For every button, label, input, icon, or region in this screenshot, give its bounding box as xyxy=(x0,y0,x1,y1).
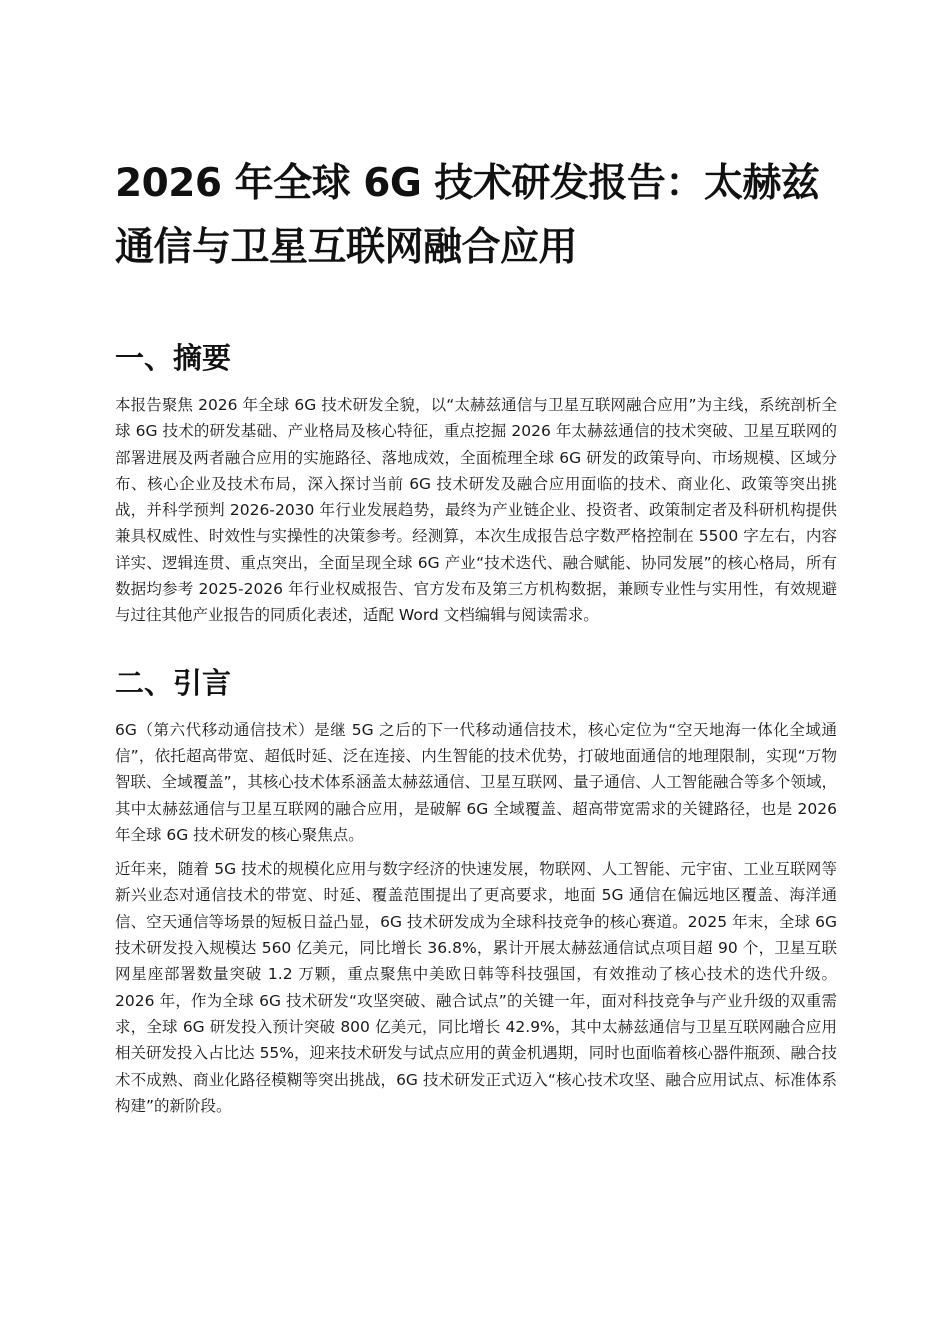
section-heading-abstract: 一、摘要 xyxy=(115,341,232,375)
introduction-paragraph-1: 6G（第六代移动通信技术）是继 5G 之后的下一代移动通信技术，核心定位为“空天地海一体化全域通信”，依托超高带宽、超低时延、泛在连接、内生智能的技术优势，打破地面通信的地理限制，实现“万物智联、全域覆盖”，其核心技术体系涵盖太赫兹通信、卫星互联网、量子通信、人工智能融合等多个领域，其中太赫兹通信与卫星互联网的融合应用，是破解 6G 全域覆盖、超高带宽需求的关键路径，也是 2026 年全球 6G 技术研发的核心聚焦点。 xyxy=(115,720,837,844)
section-heading-introduction: 二、引言 xyxy=(115,665,232,700)
section-introduction xyxy=(115,663,837,1119)
document-page xyxy=(115,152,837,1119)
introduction-paragraph-2: 近年来，随着 5G 技术的规模化应用与数字经济的快速发展，物联网、人工智能、元宇宙、工业互联网等新兴业态对通信技术的带宽、时延、覆盖范围提出了更高要求，地面 5G 通信在偏远地区覆盖、海洋通信、空天通信等场景的短板日益凸显，6G 技术研发成为全球科技竞争的核心赛道。2025 年末，全球 6G 技术研发投入规模达 560 亿美元，同比增长 36.8%，累计开展太赫兹通信试点项目超 90 个，卫星互联网星座部署数量突破 1.2 万颗，重点聚焦中美欧日韩等科技强国，有效推动了核心技术的迭代升级。2026 年，作为全球 6G 技术研发“攻坚突破、融合试点”的关键一年，面对科技竞争与产业升级的双重需求，全球 6G 研发投入预计突破 800 亿美元，同比增长 42.9%，其中太赫兹通信与卫星互联网融合应用相关研发投入占比达 55%，迎来技术研发与试点应用的黄金机遇期，同时也面临着核心器件瓶颈、融合技术不成熟、商业化路径模糊等突出挑战，6G 技术研发正式迈入“核心技术攻坚、融合应用试点、标准体系构建”的新阶段。 xyxy=(115,860,837,1115)
document-title: 2026 年全球 6G 技术研发报告：太赫兹通信与卫星互联网融合应用 xyxy=(115,161,820,270)
abstract-paragraph: 本报告聚焦 2026 年全球 6G 技术研发全貌，以“太赫兹通信与卫星互联网融合应用”为主线，系统剖析全球 6G 技术的研发基础、产业格局及核心特征，重点挖掘 2026 年太赫兹通信的技术突破、卫星互联网的部署进展及两者融合应用的实施路径、落地成效，全面梳理全球 6G 研发的政策导向、市场规模、区域分布、核心企业及技术布局，深入探讨当前 6G 技术研发及融合应用面临的技术、商业化、政策等突出挑战，并科学预判 2026-2030 年行业发展趋势，最终为产业链企业、投资者、政策制定者及科研机构提供兼具权威性、时效性与实操性的决策参考。经测算，本次生成报告总字数严格控制在 5500 字左右，内容详实、逻辑连贯、重点突出，全面呈现全球 6G 产业“技术迭代、融合赋能、协同发展”的核心格局，所有数据均参考 2025-2026 年行业权威报告、官方发布及第三方机构数据，兼顾专业性与实用性，有效规避与过往其他产业报告的同质化表述，适配 Word 文档编辑与阅读需求。 xyxy=(115,396,837,625)
section-abstract xyxy=(115,338,837,629)
